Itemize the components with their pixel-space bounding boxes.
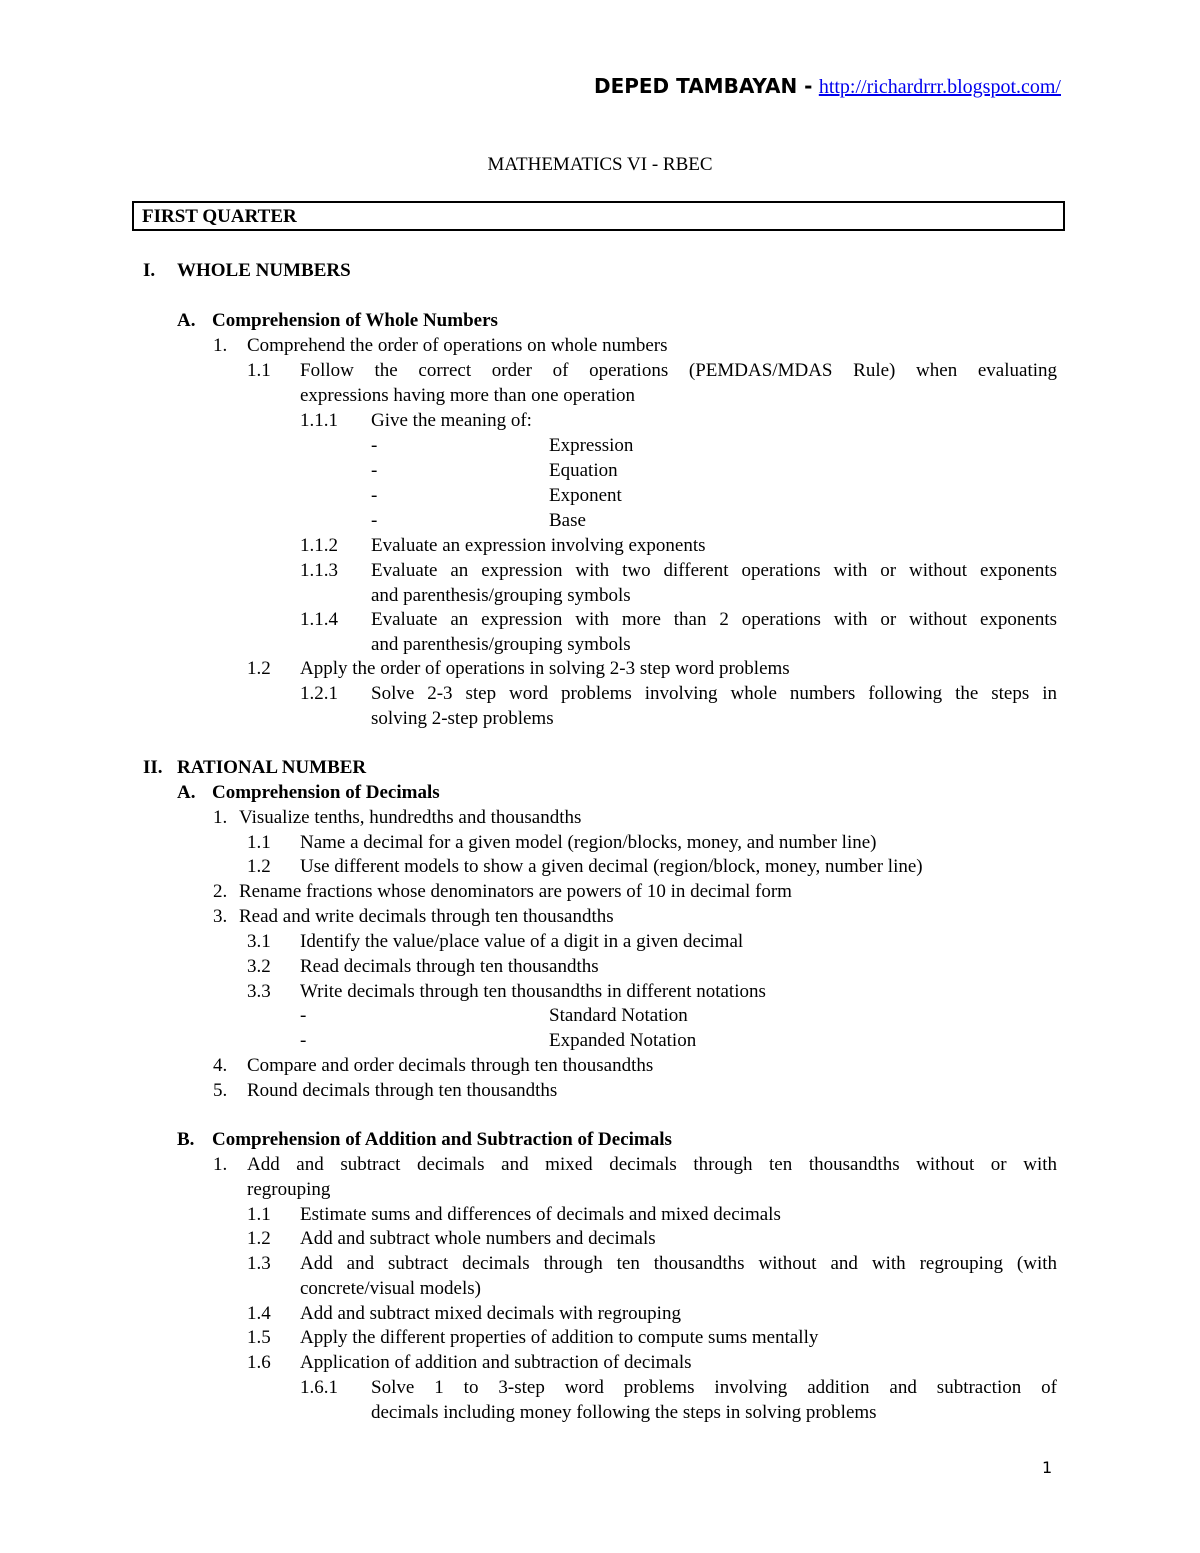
item-text: decimals including money following the steps in solving problems [371,1402,877,1423]
item-text: Comprehend the order of operations on whole numbers [247,335,668,356]
site-name: DEPED TAMBAYAN - [593,74,813,98]
subsection-letter: B. [177,1129,195,1150]
document-title: MATHEMATICS VI - RBEC [487,154,713,175]
item-number: 3.2 [247,956,271,977]
subsection-title: Comprehension of Decimals [212,782,440,803]
item-text: Read and write decimals through ten thousandths [239,906,614,927]
notation: Standard Notation [549,1005,688,1026]
document-header [0,70,1061,103]
item-number: 1.5 [247,1327,271,1348]
subsection-letter: A. [177,310,196,331]
page-number: 1 [1042,1458,1053,1477]
site-link[interactable]: http://richardrrr.blogspot.com/ [818,76,1061,98]
item-number: 1.2.1 [300,683,338,704]
item-number: 1.2 [247,856,271,877]
subsection-title: Comprehension of Addition and Subtraction of Decimals [212,1129,672,1150]
item-text: Add and subtract decimals and mixed decimals through ten thousandths without or with [247,1154,1057,1175]
dash: - [371,460,378,481]
item-number: 1.1 [247,832,271,853]
item-text: Application of addition and subtraction of decimals [300,1352,692,1373]
item-number: 1. [213,1154,228,1175]
item-text: regrouping [247,1179,331,1200]
item-text: Evaluate an expression with two different operations with or without exponents [371,560,1057,581]
dash: - [300,1030,307,1051]
item-text: Follow the correct order of operations (PEMDAS/MDAS Rule) when evaluating [300,360,1057,381]
dash: - [300,1005,307,1026]
item-number: 1.6.1 [300,1377,338,1398]
subsection-title: Comprehension of Whole Numbers [212,310,498,331]
term: Expression [549,435,634,456]
item-text: concrete/visual models) [300,1278,481,1299]
item-text: expressions having more than one operation [300,385,636,406]
section-number: II. [143,757,163,778]
item-number: 1.1.4 [300,609,338,630]
dash: - [371,485,378,506]
item-text: Name a decimal for a given model (region/blocks, money, and number line) [300,832,877,853]
subsection-letter: A. [177,782,196,803]
item-text: Solve 1 to 3-step word problems involving addition and subtraction of [371,1377,1057,1398]
item-text: Add and subtract whole numbers and decimals [300,1228,656,1249]
item-text: Rename fractions whose denominators are powers of 10 in decimal form [239,881,792,902]
section-title: RATIONAL NUMBER [177,757,367,778]
item-number: 1.2 [247,1228,271,1249]
item-number: 1.4 [247,1303,271,1324]
item-text: Give the meaning of: [371,410,532,431]
item-text: Evaluate an expression involving exponents [371,535,706,556]
item-number: 1. [213,335,228,356]
item-text: Write decimals through ten thousandths in different notations [300,981,766,1002]
item-number: 1.1.2 [300,535,338,556]
item-text: Round decimals through ten thousandths [247,1080,558,1101]
item-text: Add and subtract decimals through ten thousandths without and with regrouping (with [300,1253,1057,1274]
item-number: 1.1 [247,1204,271,1225]
item-text: Solve 2-3 step word problems involving whole numbers following the steps in [371,683,1057,704]
term: Exponent [549,485,622,506]
item-number: 3.3 [247,981,271,1002]
item-text: Apply the order of operations in solving 2-3 step word problems [300,658,790,679]
item-text: Apply the different properties of addition to compute sums mentally [300,1327,819,1348]
item-text: Visualize tenths, hundredths and thousandths [239,807,582,828]
item-text: Compare and order decimals through ten thousandths [247,1055,654,1076]
item-number: 3.1 [247,931,271,952]
item-number: 1.1.3 [300,560,338,581]
item-text: and parenthesis/grouping symbols [371,634,631,655]
item-text: solving 2-step problems [371,708,554,729]
item-number: 1.6 [247,1352,271,1373]
item-text: Estimate sums and differences of decimals and mixed decimals [300,1204,781,1225]
item-text: and parenthesis/grouping symbols [371,585,631,606]
section-number: I. [143,260,156,281]
item-number: 2. [213,881,228,902]
item-number: 5. [213,1080,228,1101]
item-text: Evaluate an expression with more than 2 operations with or without exponents [371,609,1057,630]
section-title: WHOLE NUMBERS [177,260,351,281]
dash: - [371,435,378,456]
item-text: Use different models to show a given decimal (region/block, money, number line) [300,856,923,877]
quarter-heading: FIRST QUARTER [132,201,1065,231]
item-number: 1.1.1 [300,410,338,431]
item-number: 1. [213,807,228,828]
item-number: 1.3 [247,1253,271,1274]
item-number: 3. [213,906,228,927]
item-number: 1.1 [247,360,271,381]
term: Base [549,510,586,531]
item-text: Add and subtract mixed decimals with regrouping [300,1303,681,1324]
item-text: Identify the value/place value of a digit in a given decimal [300,931,744,952]
item-text: Read decimals through ten thousandths [300,956,599,977]
term: Equation [549,460,618,481]
notation: Expanded Notation [549,1030,697,1051]
item-number: 1.2 [247,658,271,679]
dash: - [371,510,378,531]
item-number: 4. [213,1055,228,1076]
